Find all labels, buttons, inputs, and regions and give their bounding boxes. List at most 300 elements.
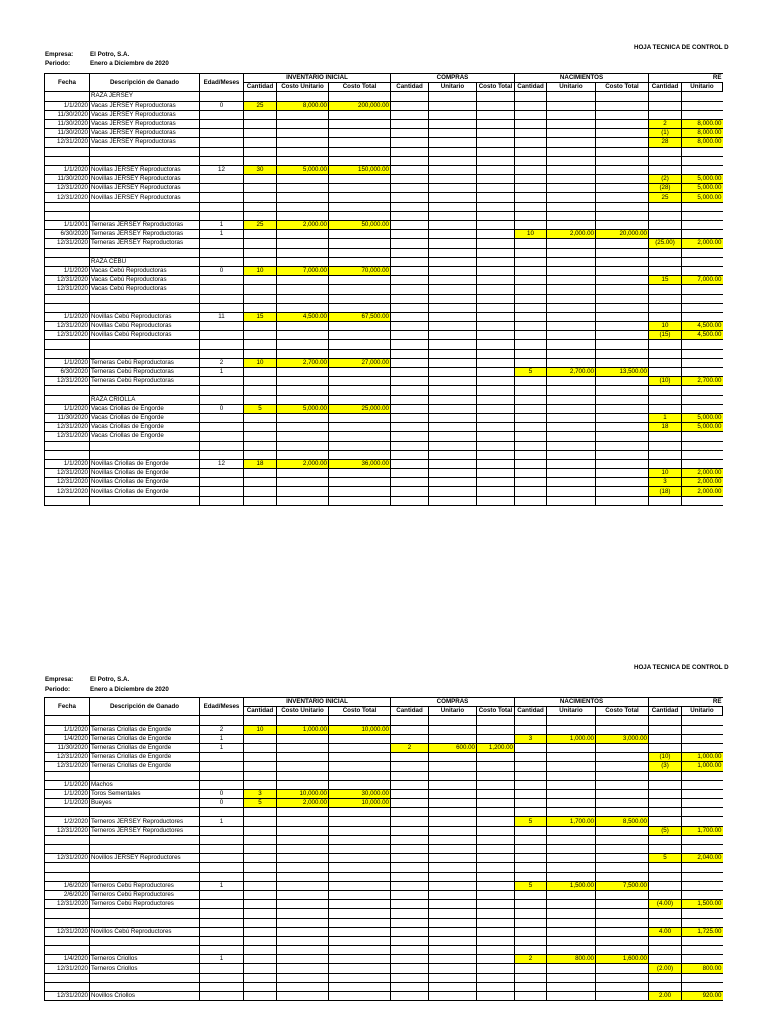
cell-re-cantidad: (15) bbox=[649, 331, 682, 340]
cell-inv-costo-unitario bbox=[277, 817, 329, 826]
cell-nac-cantidad bbox=[515, 992, 547, 1001]
cell-compras-costo-total bbox=[477, 918, 515, 927]
cell-re-cantidad bbox=[649, 165, 682, 174]
cell-re-costo-unitario: 2,000.00 bbox=[682, 487, 723, 496]
cell-nac-cantidad bbox=[515, 248, 547, 257]
column-header-costo-unitario: Costo Unitario bbox=[277, 707, 329, 716]
cell-compras-cantidad bbox=[391, 211, 429, 220]
cell-nac-costo-unitario bbox=[547, 110, 596, 119]
cell-descripcion: RAZA JERSEY bbox=[90, 92, 200, 101]
cell-re-cantidad: (2.00) bbox=[649, 964, 682, 973]
cell-nac-costo-unitario bbox=[547, 101, 596, 110]
cell-compras-cantidad bbox=[391, 221, 429, 230]
table-row bbox=[45, 734, 723, 743]
cell-inv-costo-total bbox=[329, 423, 391, 432]
cell-re-costo-unitario: 2,700.00 bbox=[682, 377, 723, 386]
table-row bbox=[45, 716, 723, 725]
cell-compras-costo-total bbox=[477, 799, 515, 808]
table-row bbox=[45, 900, 723, 909]
cell-nac-costo-unitario bbox=[547, 266, 596, 275]
cell-re-cantidad bbox=[649, 808, 682, 817]
cell-inv-cantidad: 10 bbox=[244, 725, 277, 734]
cell-compras-cantidad bbox=[391, 964, 429, 973]
cell-inv-costo-total bbox=[329, 257, 391, 266]
cell-nac-costo-total bbox=[596, 936, 649, 945]
column-header-costo-total: Costo Total bbox=[596, 83, 649, 92]
cell-re-cantidad bbox=[649, 156, 682, 165]
table-row bbox=[45, 771, 723, 780]
cell-inv-costo-unitario: 5,000.00 bbox=[277, 404, 329, 413]
cell-compras-costo-total bbox=[477, 193, 515, 202]
table-row bbox=[45, 110, 723, 119]
cell-nac-costo-total bbox=[596, 358, 649, 367]
cell-re-costo-unitario bbox=[682, 459, 723, 468]
column-header-descripcion: Descripción de Ganado bbox=[90, 74, 200, 92]
cell-nac-cantidad bbox=[515, 276, 547, 285]
cell-nac-cantidad bbox=[515, 808, 547, 817]
table-row bbox=[45, 248, 723, 257]
cell-inv-costo-unitario bbox=[277, 964, 329, 973]
cell-descripcion: Novillas Cebú Reproductoras bbox=[90, 331, 200, 340]
cell-re-costo-unitario bbox=[682, 725, 723, 734]
cell-inv-costo-total bbox=[329, 854, 391, 863]
cell-compras-costo-total bbox=[477, 469, 515, 478]
cell-inv-costo-total bbox=[329, 147, 391, 156]
cell-nac-costo-total bbox=[596, 303, 649, 312]
cell-nac-costo-total bbox=[596, 285, 649, 294]
cell-nac-costo-unitario bbox=[547, 257, 596, 266]
cell-nac-costo-unitario: 1,500.00 bbox=[547, 881, 596, 890]
cell-compras-cantidad bbox=[391, 716, 429, 725]
cell-compras-costo-total bbox=[477, 459, 515, 468]
cell-nac-costo-total bbox=[596, 826, 649, 835]
cell-nac-costo-total bbox=[596, 257, 649, 266]
cell-inv-costo-unitario bbox=[277, 441, 329, 450]
cell-compras-cantidad bbox=[391, 955, 429, 964]
cell-nac-costo-unitario bbox=[547, 202, 596, 211]
cell-compras-costo-total bbox=[477, 276, 515, 285]
cell-nac-costo-total bbox=[596, 395, 649, 404]
cell-inv-cantidad bbox=[244, 211, 277, 220]
cell-inv-cantidad bbox=[244, 349, 277, 358]
cell-fecha: 6/30/2020 bbox=[45, 230, 90, 239]
cell-inv-costo-total bbox=[329, 322, 391, 331]
cell-compras-costo-unitario bbox=[429, 175, 477, 184]
cell-inv-costo-total: 200,000.00 bbox=[329, 101, 391, 110]
cell-nac-costo-unitario bbox=[547, 890, 596, 899]
column-header-costo-total: Costo Total bbox=[329, 83, 391, 92]
cell-nac-cantidad: 10 bbox=[515, 230, 547, 239]
cell-inv-costo-total: 25,000.00 bbox=[329, 404, 391, 413]
cell-edad: 0 bbox=[200, 789, 244, 798]
cell-nac-costo-unitario bbox=[547, 716, 596, 725]
cell-re-costo-unitario: 5,000.00 bbox=[682, 193, 723, 202]
cell-compras-costo-unitario bbox=[429, 432, 477, 441]
cell-compras-cantidad bbox=[391, 771, 429, 780]
cell-compras-costo-total bbox=[477, 808, 515, 817]
cell-re-cantidad bbox=[649, 909, 682, 918]
cell-nac-costo-total bbox=[596, 496, 649, 505]
cell-fecha bbox=[45, 909, 90, 918]
cell-compras-costo-total bbox=[477, 303, 515, 312]
cell-descripcion: Vacas Criollas de Engorde bbox=[90, 404, 200, 413]
cell-compras-costo-total bbox=[477, 478, 515, 487]
cell-nac-costo-total bbox=[596, 312, 649, 321]
cell-inv-cantidad: 18 bbox=[244, 459, 277, 468]
cell-nac-costo-unitario bbox=[547, 285, 596, 294]
cell-edad bbox=[200, 349, 244, 358]
cell-compras-costo-total bbox=[477, 973, 515, 982]
table-row bbox=[45, 992, 723, 1001]
cell-compras-costo-unitario bbox=[429, 799, 477, 808]
cell-edad bbox=[200, 946, 244, 955]
cell-nac-cantidad bbox=[515, 386, 547, 395]
cell-nac-cantidad bbox=[515, 762, 547, 771]
cell-compras-cantidad bbox=[391, 918, 429, 927]
cell-compras-cantidad bbox=[391, 799, 429, 808]
cell-compras-costo-unitario bbox=[429, 248, 477, 257]
cell-compras-costo-total bbox=[477, 734, 515, 743]
table-row bbox=[45, 303, 723, 312]
cell-inv-cantidad bbox=[244, 496, 277, 505]
ledger-header bbox=[45, 74, 723, 92]
cell-nac-costo-total bbox=[596, 202, 649, 211]
cell-re-costo-unitario bbox=[682, 432, 723, 441]
cell-inv-costo-total bbox=[329, 303, 391, 312]
cell-nac-costo-total bbox=[596, 808, 649, 817]
cell-compras-costo-total bbox=[477, 762, 515, 771]
cell-edad bbox=[200, 92, 244, 101]
group-header-nacimientos: NACIMIENTOS bbox=[515, 698, 649, 707]
cell-nac-costo-unitario bbox=[547, 432, 596, 441]
cell-inv-costo-unitario bbox=[277, 771, 329, 780]
cell-nac-costo-unitario bbox=[547, 175, 596, 184]
cell-inv-costo-unitario bbox=[277, 927, 329, 936]
cell-nac-cantidad bbox=[515, 789, 547, 798]
sheet-title: HOJA TECNICA DE CONTROL D bbox=[634, 44, 729, 51]
cell-inv-costo-total bbox=[329, 835, 391, 844]
cell-compras-costo-unitario bbox=[429, 110, 477, 119]
cell-descripcion bbox=[90, 918, 200, 927]
cell-edad bbox=[200, 863, 244, 872]
cell-compras-cantidad bbox=[391, 312, 429, 321]
cell-inv-cantidad bbox=[244, 762, 277, 771]
cell-compras-costo-unitario bbox=[429, 101, 477, 110]
cell-inv-costo-total: 36,000.00 bbox=[329, 459, 391, 468]
cell-edad: 0 bbox=[200, 266, 244, 275]
table-row bbox=[45, 386, 723, 395]
cell-descripcion: Bueyes bbox=[90, 799, 200, 808]
cell-fecha bbox=[45, 147, 90, 156]
cell-nac-costo-total: 8,500.00 bbox=[596, 817, 649, 826]
cell-nac-costo-unitario: 2,700.00 bbox=[547, 368, 596, 377]
cell-edad: 11 bbox=[200, 312, 244, 321]
cell-nac-cantidad bbox=[515, 835, 547, 844]
cell-descripcion: Novillas JERSEY Reproductoras bbox=[90, 193, 200, 202]
cell-re-cantidad: (10) bbox=[649, 377, 682, 386]
cell-inv-cantidad bbox=[244, 257, 277, 266]
cell-compras-costo-total bbox=[477, 331, 515, 340]
cell-fecha bbox=[45, 496, 90, 505]
cell-nac-cantidad bbox=[515, 982, 547, 991]
cell-compras-cantidad bbox=[391, 734, 429, 743]
cell-fecha bbox=[45, 92, 90, 101]
cell-fecha: 1/1/2020 bbox=[45, 266, 90, 275]
cell-compras-cantidad bbox=[391, 257, 429, 266]
group-header-inventario: INVENTARIO INICIAL bbox=[244, 698, 391, 707]
cell-fecha bbox=[45, 211, 90, 220]
cell-fecha: 6/30/2020 bbox=[45, 368, 90, 377]
cell-edad bbox=[200, 156, 244, 165]
cell-compras-costo-unitario bbox=[429, 918, 477, 927]
cell-fecha bbox=[45, 349, 90, 358]
cell-re-costo-unitario bbox=[682, 294, 723, 303]
cell-compras-costo-total bbox=[477, 881, 515, 890]
cell-fecha: 1/1/2020 bbox=[45, 404, 90, 413]
table-row bbox=[45, 119, 723, 128]
cell-descripcion: Terneros Criollos bbox=[90, 964, 200, 973]
cell-re-costo-unitario bbox=[682, 368, 723, 377]
cell-re-costo-unitario: 1,700.00 bbox=[682, 826, 723, 835]
cell-inv-costo-unitario bbox=[277, 872, 329, 881]
cell-compras-costo-unitario bbox=[429, 294, 477, 303]
cell-re-costo-unitario bbox=[682, 496, 723, 505]
cell-inv-costo-unitario bbox=[277, 119, 329, 128]
cell-descripcion bbox=[90, 450, 200, 459]
cell-inv-cantidad bbox=[244, 973, 277, 982]
cell-nac-costo-total bbox=[596, 92, 649, 101]
cell-re-cantidad bbox=[649, 230, 682, 239]
cell-inv-costo-unitario bbox=[277, 156, 329, 165]
cell-edad bbox=[200, 826, 244, 835]
cell-edad bbox=[200, 900, 244, 909]
cell-compras-cantidad bbox=[391, 129, 429, 138]
cell-nac-cantidad bbox=[515, 413, 547, 422]
cell-inv-costo-unitario bbox=[277, 395, 329, 404]
cell-re-cantidad bbox=[649, 780, 682, 789]
cell-compras-cantidad bbox=[391, 395, 429, 404]
cell-nac-costo-unitario bbox=[547, 900, 596, 909]
cell-descripcion: Terneras JERSEY Reproductoras bbox=[90, 230, 200, 239]
cell-edad bbox=[200, 239, 244, 248]
cell-compras-cantidad bbox=[391, 909, 429, 918]
cell-compras-costo-total bbox=[477, 165, 515, 174]
cell-inv-costo-unitario bbox=[277, 955, 329, 964]
cell-re-cantidad bbox=[649, 257, 682, 266]
table-row bbox=[45, 955, 723, 964]
cell-inv-cantidad bbox=[244, 322, 277, 331]
cell-nac-costo-total bbox=[596, 441, 649, 450]
cell-descripcion: Vacas Cebú Reproductoras bbox=[90, 266, 200, 275]
cell-descripcion: Terneros JERSEY Reproductores bbox=[90, 826, 200, 835]
cell-re-costo-unitario bbox=[682, 808, 723, 817]
cell-re-cantidad bbox=[649, 92, 682, 101]
table-row bbox=[45, 478, 723, 487]
cell-compras-cantidad bbox=[391, 725, 429, 734]
cell-inv-cantidad bbox=[244, 845, 277, 854]
cell-descripcion: Vacas JERSEY Reproductoras bbox=[90, 110, 200, 119]
cell-edad: 0 bbox=[200, 404, 244, 413]
cell-edad bbox=[200, 138, 244, 147]
cell-compras-costo-unitario bbox=[429, 478, 477, 487]
cell-compras-costo-total bbox=[477, 202, 515, 211]
cell-re-costo-unitario: 2,000.00 bbox=[682, 469, 723, 478]
cell-nac-costo-unitario bbox=[547, 799, 596, 808]
cell-nac-costo-total bbox=[596, 771, 649, 780]
cell-compras-cantidad bbox=[391, 432, 429, 441]
cell-compras-cantidad bbox=[391, 368, 429, 377]
cell-compras-cantidad bbox=[391, 478, 429, 487]
cell-inv-cantidad bbox=[244, 918, 277, 927]
cell-nac-costo-unitario bbox=[547, 808, 596, 817]
cell-compras-costo-unitario bbox=[429, 909, 477, 918]
cell-re-cantidad bbox=[649, 266, 682, 275]
cell-compras-cantidad bbox=[391, 946, 429, 955]
cell-re-cantidad: 2.00 bbox=[649, 992, 682, 1001]
cell-re-cantidad bbox=[649, 973, 682, 982]
table-row bbox=[45, 808, 723, 817]
cell-inv-costo-total bbox=[329, 340, 391, 349]
cell-compras-costo-total bbox=[477, 845, 515, 854]
table-row bbox=[45, 202, 723, 211]
cell-inv-costo-unitario bbox=[277, 368, 329, 377]
cell-re-costo-unitario bbox=[682, 955, 723, 964]
cell-nac-costo-unitario bbox=[547, 973, 596, 982]
cell-edad bbox=[200, 248, 244, 257]
cell-compras-costo-total bbox=[477, 239, 515, 248]
cell-fecha: 1/1/2020 bbox=[45, 165, 90, 174]
cell-inv-costo-total bbox=[329, 900, 391, 909]
cell-inv-costo-unitario bbox=[277, 881, 329, 890]
cell-nac-costo-total bbox=[596, 469, 649, 478]
cell-compras-costo-total bbox=[477, 909, 515, 918]
cell-edad bbox=[200, 413, 244, 422]
cell-inv-costo-total bbox=[329, 881, 391, 890]
cell-inv-costo-total bbox=[329, 964, 391, 973]
cell-nac-costo-total bbox=[596, 147, 649, 156]
cell-compras-costo-total bbox=[477, 340, 515, 349]
cell-inv-cantidad bbox=[244, 395, 277, 404]
cell-inv-costo-unitario bbox=[277, 377, 329, 386]
cell-inv-cantidad bbox=[244, 432, 277, 441]
cell-nac-cantidad bbox=[515, 469, 547, 478]
cell-inv-cantidad bbox=[244, 119, 277, 128]
cell-edad bbox=[200, 147, 244, 156]
cell-nac-cantidad bbox=[515, 202, 547, 211]
column-header-edad: Edad/Meses bbox=[200, 698, 244, 716]
cell-inv-costo-total: 10,000.00 bbox=[329, 725, 391, 734]
cell-compras-costo-total bbox=[477, 92, 515, 101]
cell-re-costo-unitario bbox=[682, 211, 723, 220]
cell-inv-cantidad bbox=[244, 955, 277, 964]
cell-compras-costo-unitario bbox=[429, 826, 477, 835]
cell-compras-cantidad bbox=[391, 110, 429, 119]
table-row bbox=[45, 927, 723, 936]
cell-edad bbox=[200, 257, 244, 266]
cell-inv-costo-unitario bbox=[277, 386, 329, 395]
cell-nac-cantidad bbox=[515, 909, 547, 918]
cell-inv-costo-total bbox=[329, 413, 391, 422]
cell-re-cantidad bbox=[649, 358, 682, 367]
table-row bbox=[45, 239, 723, 248]
cell-nac-cantidad bbox=[515, 349, 547, 358]
cell-re-cantidad: 10 bbox=[649, 322, 682, 331]
cell-re-costo-unitario bbox=[682, 936, 723, 945]
cell-inv-cantidad bbox=[244, 441, 277, 450]
cell-re-cantidad bbox=[649, 716, 682, 725]
cell-nac-costo-total bbox=[596, 964, 649, 973]
cell-inv-costo-unitario bbox=[277, 340, 329, 349]
cell-inv-cantidad bbox=[244, 900, 277, 909]
cell-nac-costo-unitario bbox=[547, 239, 596, 248]
cell-nac-costo-unitario bbox=[547, 441, 596, 450]
cell-edad bbox=[200, 845, 244, 854]
cell-compras-costo-total bbox=[477, 184, 515, 193]
cell-descripcion: Novillas Criollas de Engorde bbox=[90, 469, 200, 478]
cell-compras-costo-unitario bbox=[429, 872, 477, 881]
cell-nac-cantidad bbox=[515, 771, 547, 780]
cell-fecha bbox=[45, 771, 90, 780]
cell-re-costo-unitario: 5,000.00 bbox=[682, 423, 723, 432]
table-row bbox=[45, 872, 723, 881]
cell-re-costo-unitario: 2,000.00 bbox=[682, 239, 723, 248]
cell-inv-cantidad bbox=[244, 469, 277, 478]
cell-re-cantidad: 3 bbox=[649, 478, 682, 487]
cell-re-cantidad bbox=[649, 872, 682, 881]
cell-edad: 1 bbox=[200, 881, 244, 890]
cell-nac-cantidad bbox=[515, 239, 547, 248]
cell-compras-costo-unitario bbox=[429, 368, 477, 377]
cell-fecha: 12/31/2020 bbox=[45, 478, 90, 487]
cell-inv-costo-unitario: 8,000.00 bbox=[277, 101, 329, 110]
cell-inv-cantidad: 25 bbox=[244, 221, 277, 230]
cell-re-cantidad bbox=[649, 294, 682, 303]
column-header-cantidad: Cantidad bbox=[649, 707, 682, 716]
cell-nac-cantidad bbox=[515, 211, 547, 220]
cell-compras-costo-unitario bbox=[429, 349, 477, 358]
cell-nac-costo-unitario bbox=[547, 248, 596, 257]
cell-inv-cantidad bbox=[244, 230, 277, 239]
column-header-costo-unitario: Unitario bbox=[547, 83, 596, 92]
cell-nac-costo-total bbox=[596, 900, 649, 909]
cell-re-costo-unitario: 2,040.00 bbox=[682, 854, 723, 863]
cell-descripcion bbox=[90, 946, 200, 955]
cell-nac-costo-unitario bbox=[547, 982, 596, 991]
cell-compras-costo-total bbox=[477, 349, 515, 358]
cell-edad bbox=[200, 982, 244, 991]
cell-descripcion: Vacas Criollas de Engorde bbox=[90, 413, 200, 422]
column-header-cantidad: Cantidad bbox=[515, 707, 547, 716]
cell-nac-cantidad bbox=[515, 441, 547, 450]
cell-edad bbox=[200, 992, 244, 1001]
cell-compras-costo-unitario bbox=[429, 817, 477, 826]
table-row bbox=[45, 863, 723, 872]
cell-nac-cantidad bbox=[515, 780, 547, 789]
group-header-re: RE bbox=[649, 74, 723, 83]
cell-re-costo-unitario: 800.00 bbox=[682, 964, 723, 973]
table-row bbox=[45, 946, 723, 955]
cell-re-costo-unitario: 5,000.00 bbox=[682, 413, 723, 422]
cell-inv-costo-total bbox=[329, 211, 391, 220]
table-row bbox=[45, 845, 723, 854]
cell-compras-costo-total bbox=[477, 432, 515, 441]
cell-nac-costo-unitario bbox=[547, 386, 596, 395]
cell-descripcion: Terneras JERSEY Reproductoras bbox=[90, 221, 200, 230]
cell-re-costo-unitario bbox=[682, 973, 723, 982]
cell-edad bbox=[200, 119, 244, 128]
cell-fecha: 1/1/2020 bbox=[45, 799, 90, 808]
cell-descripcion bbox=[90, 202, 200, 211]
